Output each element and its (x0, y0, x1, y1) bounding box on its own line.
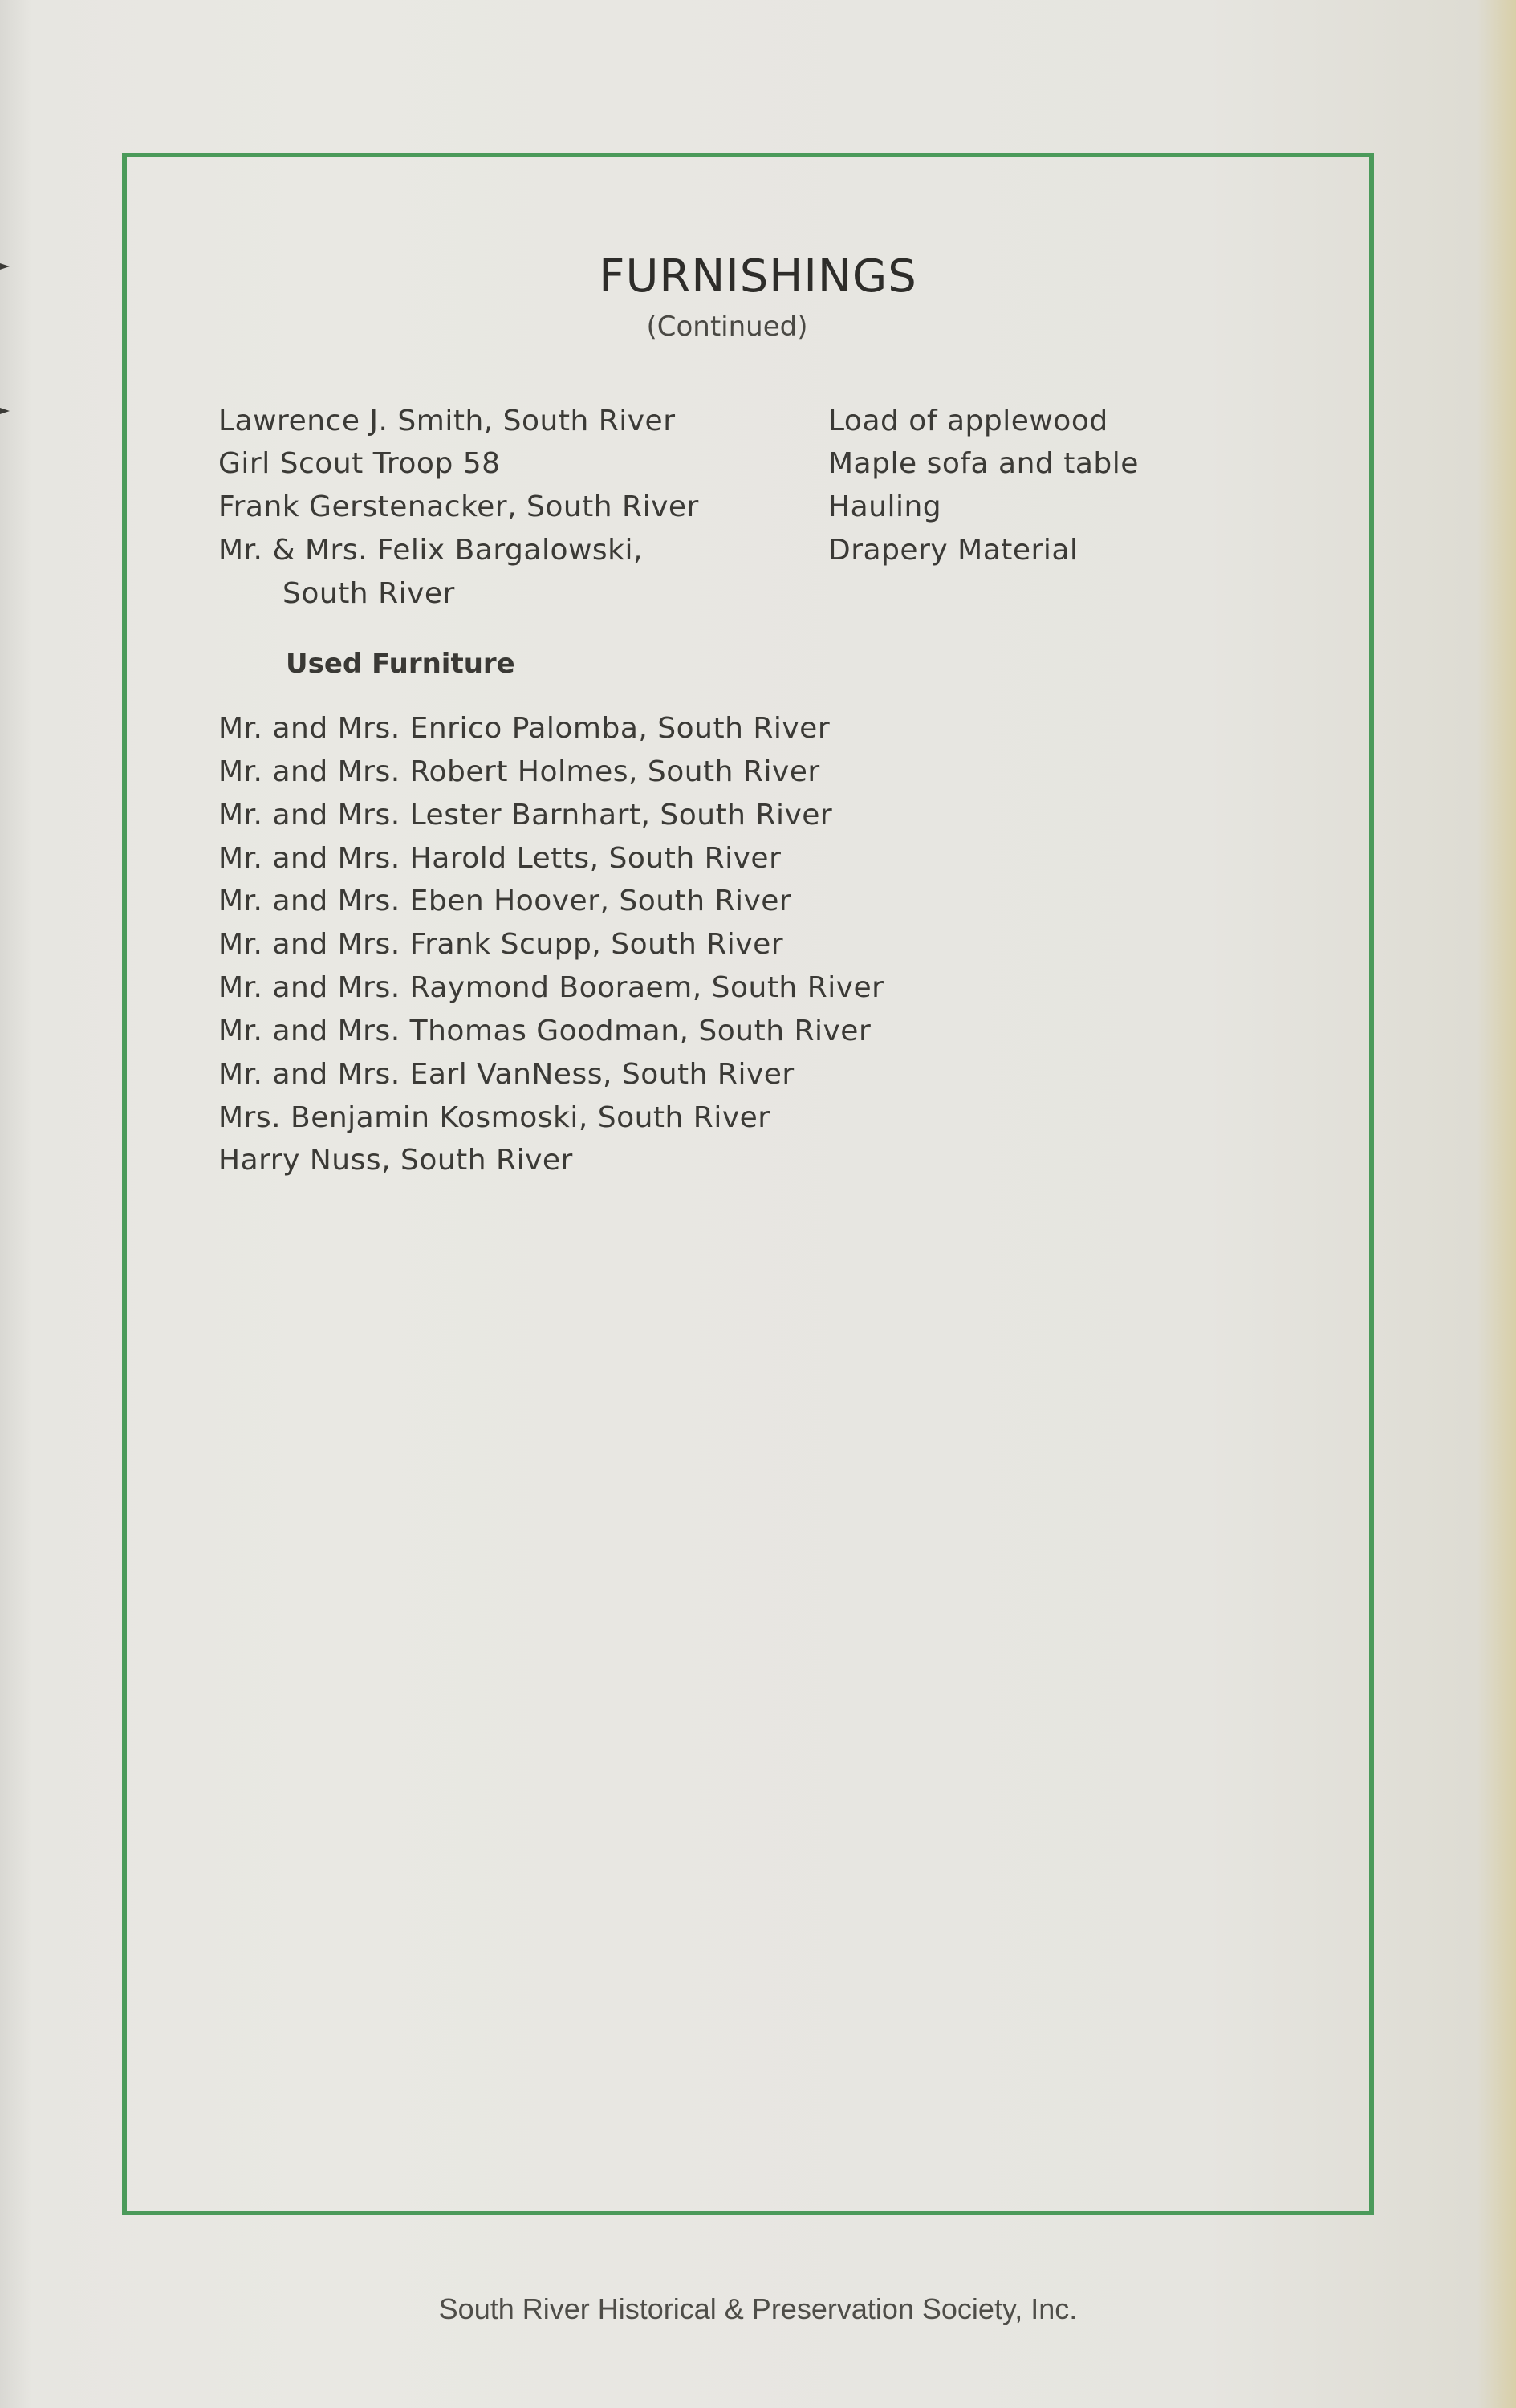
page-subtitle: (Continued) (646, 311, 808, 343)
donor-name: Frank Gerstenacker, South River (218, 490, 699, 523)
donated-item: Drapery Material (828, 534, 1079, 567)
page-edge-mark (0, 408, 10, 414)
used-furniture-donor: Mr. and Mrs. Eben Hoover, South River (218, 885, 792, 917)
used-furniture-donor: Mr. and Mrs. Robert Holmes, South River (218, 755, 820, 788)
footer-credit: South River Historical & Preservation Society, Inc. (438, 2292, 1078, 2325)
used-furniture-donor: Mr. and Mrs. Frank Scupp, South River (218, 928, 784, 961)
used-furniture-donor: Mr. and Mrs. Enrico Palomba, South River (218, 712, 831, 745)
donor-name: Mr. & Mrs. Felix Bargalowski, (218, 534, 643, 567)
donor-name-continued: South River (282, 577, 455, 610)
donated-item: Hauling (828, 490, 942, 523)
used-furniture-donor: Mr. and Mrs. Lester Barnhart, South River (218, 799, 833, 832)
used-furniture-donor: Mrs. Benjamin Kosmoski, South River (218, 1101, 770, 1134)
donor-name: Lawrence J. Smith, South River (218, 405, 676, 437)
donated-item: Load of applewood (828, 405, 1108, 437)
used-furniture-donor: Mr. and Mrs. Raymond Booraem, South River (218, 971, 884, 1004)
donor-name: Girl Scout Troop 58 (218, 447, 501, 480)
donated-item: Maple sofa and table (828, 447, 1139, 480)
used-furniture-donor: Mr. and Mrs. Earl VanNess, South River (218, 1058, 795, 1091)
used-furniture-donor: Mr. and Mrs. Harold Letts, South River (218, 842, 782, 875)
used-furniture-donor: Mr. and Mrs. Thomas Goodman, South River (218, 1015, 872, 1047)
section-heading-used-furniture: Used Furniture (286, 648, 515, 680)
used-furniture-donor: Harry Nuss, South River (218, 1144, 573, 1177)
page-title: FURNISHINGS (599, 250, 917, 303)
